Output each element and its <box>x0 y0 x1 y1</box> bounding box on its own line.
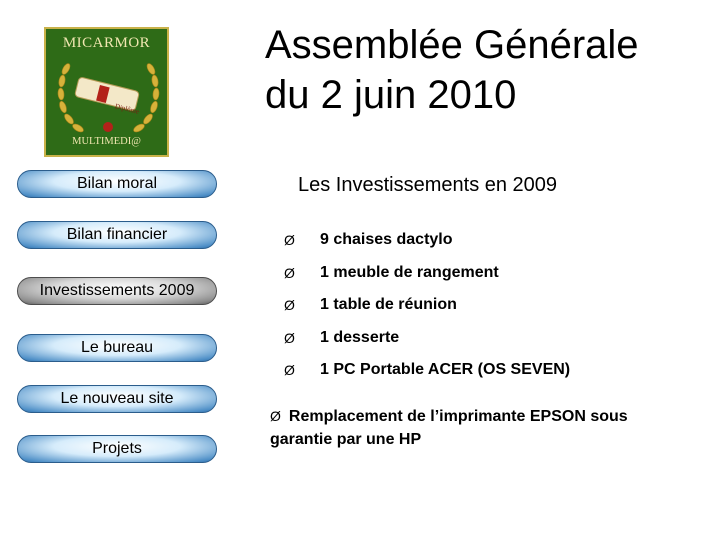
arrow-bullet-icon: Ø <box>284 232 295 249</box>
logo-bottom-text: MULTIMEDI@ <box>72 136 141 147</box>
section-heading: Les Investissements en 2009 <box>298 174 558 196</box>
nav-button-investissements-2009[interactable]: Investissements 2009 <box>17 277 217 305</box>
nav-button-le-bureau[interactable]: Le bureau <box>17 334 217 362</box>
list-item <box>284 257 570 290</box>
list-item-text: 9 chaises dactylo <box>320 231 453 249</box>
nav-button-bilan-financier[interactable]: Bilan financier <box>17 221 217 249</box>
replacement-note <box>270 405 690 451</box>
arrow-bullet-icon: Ø <box>284 264 295 281</box>
micarmor-logo <box>44 27 169 157</box>
list-item-text: 1 desserte <box>320 328 400 346</box>
list-item-text: 1 meuble de rangement <box>320 263 499 281</box>
page-title-line1: Assemblée Générale <box>265 23 639 67</box>
list-item <box>284 289 570 322</box>
investments-list <box>284 224 570 387</box>
page-title-line2: du 2 juin 2010 <box>265 73 517 117</box>
page-title <box>265 20 705 120</box>
logo-top-text: MICARMOR <box>62 35 151 51</box>
arrow-bullet-icon: Ø <box>284 362 295 379</box>
list-item <box>284 354 570 387</box>
arrow-bullet-icon: Ø <box>284 297 295 314</box>
nav-button-bilan-moral[interactable]: Bilan moral <box>17 170 217 198</box>
arrow-bullet-icon: Ø <box>284 329 295 346</box>
list-item <box>284 224 570 257</box>
nav-button-projets[interactable]: Projets <box>17 435 217 463</box>
list-item <box>284 322 570 355</box>
nav-button-le-nouveau-site[interactable]: Le nouveau site <box>17 385 217 413</box>
logo-scroll-text: Diplôme <box>114 102 140 116</box>
replacement-note-text: Remplacement de l’imprimante EPSON sous garantie par une HP <box>270 408 628 448</box>
list-item-text: 1 PC Portable ACER (OS SEVEN) <box>320 361 571 379</box>
list-item-text: 1 table de réunion <box>320 296 457 314</box>
arrow-bullet-icon: Ø <box>270 408 281 424</box>
